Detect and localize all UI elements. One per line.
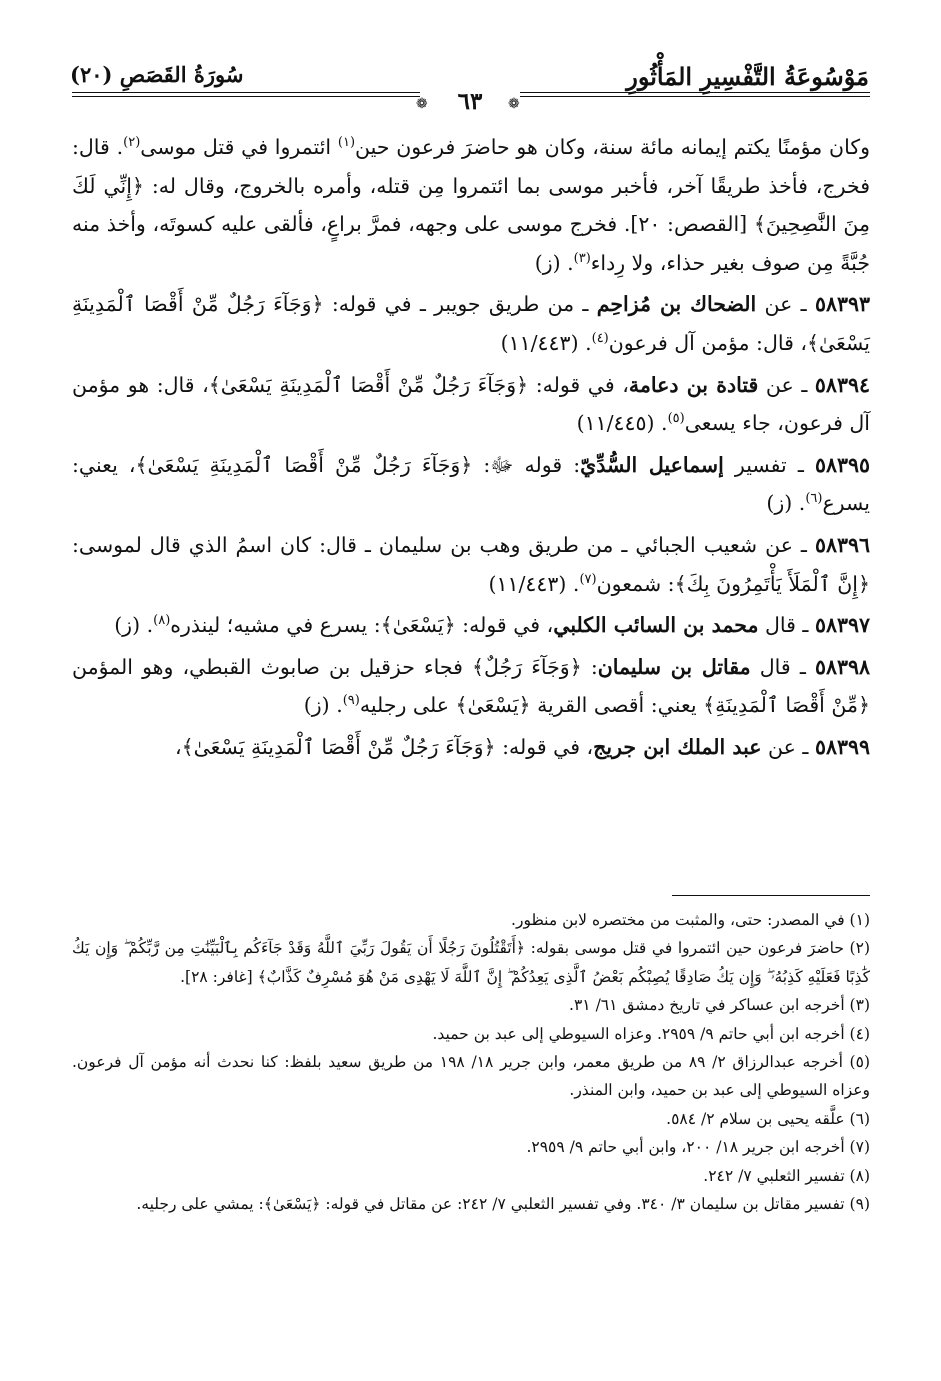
narrator-name: مقاتل بن سليمان: [597, 654, 751, 679]
footnote-ref[interactable]: (٢): [123, 135, 141, 151]
footnote: (٨) تفسير الثعلبي ٧/ ٢٤٢.: [703, 1166, 870, 1185]
narrator-name: عبد الملك ابن جريج: [593, 734, 762, 759]
footnote-ref[interactable]: (٨): [153, 613, 171, 629]
footnote-ref[interactable]: (٤): [591, 331, 609, 347]
footnote: (٤) أخرجه ابن أبي حاتم ٩/ ٢٩٥٩. وعزاه السيوطي إلى عبد بن حميد.: [432, 1024, 870, 1043]
entry-58395: ٥٨٣٩٥ ـ تفسير إسماعيل السُّدِّيّ: قوله ﷻ: ﴿وَجَآءَ رَجُلٌ مِّنْ أَقْصَا ٱلْمَدِينَةِ يَسْعَىٰ﴾، يعني: يسرع$^{(٦)}$. (ز): [72, 452, 870, 516]
main-text: [72, 128, 870, 767]
page-number: ٦٣: [457, 88, 483, 115]
quran-quote: ﴿وَجَآءَ رَجُلٌ مِّنْ أَقْصَا ٱلْمَدِينَةِ يَسْعَىٰ﴾: [135, 452, 473, 477]
footnote: (٥) أخرجه عبدالرزاق ٢/ ٨٩ من طريق معمر، وابن جرير ١٨/ ١٩٨ من طريق سعيد بلفظ: كنا نحدث أنه مؤمن آل فرعون. وعزاه السيوطي إلى عبد بن حميد، وابن المنذر.: [72, 1053, 871, 1100]
entry-58396: ٥٨٣٩٦ ـ عن شعيب الجبائي ـ من طريق وهب بن سليمان ـ قال: كان اسمُ الذي قال لموسى: ﴿إِنَّ ٱلْمَلَأَ يَأْتَمِرُونَ بِكَ﴾: شمعون$^{(٧)}$. (١١/٤٤٣): [72, 532, 870, 596]
entry-number: ٥٨٣٩٨: [814, 654, 870, 679]
entry-number: ٥٨٣٩٤: [814, 372, 870, 397]
quran-quote: ﴿إِنَّ ٱلْمَلَأَ يَأْتَمِرُونَ بِكَ﴾: [674, 571, 870, 596]
footnote: (٣) أخرجه ابن عساكر في تاريخ دمشق ٦١/ ٣١.: [569, 996, 870, 1015]
footnote-ref[interactable]: (٩): [342, 693, 360, 709]
quran-quote: ﴿يَسْعَىٰ﴾: [380, 613, 456, 638]
entry-58397: ٥٨٣٩٧ ـ قال محمد بن السائب الكلبي، في قوله: ﴿يَسْعَىٰ﴾: يسرع في مشيه؛ لينذره$^{(٨)}$. (ز): [114, 613, 870, 638]
entry-number: ٥٨٣٩٦: [814, 532, 870, 557]
quran-quote: ﴿وَجَآءَ رَجُلٌ﴾: [472, 654, 582, 679]
footnote-ref[interactable]: (٥): [667, 411, 685, 427]
entry-58394: ٥٨٣٩٤ ـ عن قتادة بن دعامة، في قوله: ﴿وَجَآءَ رَجُلٌ مِّنْ أَقْصَا ٱلْمَدِينَةِ يَسْعَىٰ﴾، قال: هو مؤمن آل فرعون، جاء يسعى$^{(٥)}$. (١١/٤٤٥): [72, 372, 870, 436]
narrator-name: قتادة بن دعامة: [628, 372, 759, 397]
entry-number: ٥٨٣٩٧: [814, 613, 870, 638]
footnote-ref[interactable]: (٧): [579, 571, 597, 587]
footnote-ref[interactable]: (٣): [573, 250, 591, 266]
entry-number: ٥٨٣٩٥: [814, 452, 870, 477]
quran-quote: ﴿وَجَآءَ رَجُلٌ مِّنْ أَقْصَا ٱلْمَدِينَةِ يَسْعَىٰ﴾: [208, 372, 529, 397]
entry-58399: ٥٨٣٩٩ ـ عن عبد الملك ابن جريج، في قوله: ﴿وَجَآءَ رَجُلٌ مِّنْ أَقْصَا ٱلْمَدِينَةِ يَسْعَىٰ﴾،: [174, 734, 870, 759]
footnote: (١) في المصدر: حتى، والمثبت من مختصره لابن منظور.: [511, 911, 870, 929]
footnote: (٧) أخرجه ابن جرير ١٨/ ٢٠٠، وابن أبي حاتم ٩/ ٢٩٥٩.: [526, 1138, 870, 1157]
quran-quote: ﴿يَسْعَىٰ﴾: [455, 693, 531, 718]
footnote-ref[interactable]: (١): [337, 135, 356, 151]
intro-paragraph: وكان مؤمنًا يكتم إيمانه مائة سنة، وكان هو حاضرَ فرعون حين$^{(١)}$ ائتمروا في قتل موسى$^{(٢)}$. قال: فخرج، فأخذ طريقًا آخر، فأخبر موسى بما ائتمروا مِن قتله، وأمره بالخروج، وقال له: ﴿إِنِّي لَكَ مِنَ النَّٰصِحِينَ﴾ [القصص: ٢٠]. فخرج موسى على وجهه، فمرَّ براعٍ، فألقى عليه كسوتَه، وأخذ منه جُبَّةً مِن صوف بغير حذاء، ولا رِداء$^{(٣)}$. (ز): [72, 135, 870, 275]
quran-quote: ﴿مِّنْ أَقْصَا ٱلْمَدِينَةِ﴾: [703, 693, 870, 718]
footnote: (٩) تفسير مقاتل بن سليمان ٣/ ٣٤٠. وفي تفسير الثعلبي ٧/ ٢٤٢: عن مقاتل في قوله: ﴿يَسْعَىٰ﴾: يمشي على رجليه.: [136, 1195, 870, 1214]
narrator-name: الضحاك بن مُزاحِم: [596, 292, 757, 317]
footnotes: [72, 906, 870, 1218]
quran-quote: ﴿وَجَآءَ رَجُلٌ مِّنْ أَقْصَا ٱلْمَدِينَةِ يَسْعَىٰ﴾: [72, 292, 870, 355]
footnote: (٦) علَّقه يحيى بن سلام ٢/ ٥٨٤.: [666, 1109, 870, 1128]
book-title: مَوْسُوعَةُ التَّفْسِيرِ المَأْثُورِ: [626, 62, 869, 91]
footnote-separator: [672, 895, 870, 896]
entry-number: ٥٨٣٩٣: [814, 292, 870, 317]
narrator-name: إسماعيل السُّدِّيّ: [580, 452, 724, 477]
ornament-icon: ❁: [416, 96, 428, 112]
surah-label: سُورَةُ القَصَصِ (٢٠): [70, 62, 244, 87]
entry-58398: ٥٨٣٩٨ ـ قال مقاتل بن سليمان: ﴿وَجَآءَ رَجُلٌ﴾ فجاء حزقيل بن صابوث القبطي، وهو المؤمن ﴿مِّنْ أَقْصَا ٱلْمَدِينَةِ﴾ يعني: أقصى القرية ﴿يَسْعَىٰ﴾ على رجليه$^{(٩)}$. (ز): [72, 654, 870, 718]
footnote: (٢) حاضرَ فرعون حين ائتمروا في قتل موسى بقوله: ﴿أَتَقْتُلُونَ رَجُلًا أَن يَقُولَ رَبِّيَ ٱللَّهُ وَقَدْ جَآءَكُم بِٱلْبَيِّنَٰتِ مِن رَّبِّكُمْ ۖ وَإِن يَكُ كَٰذِبًا فَعَلَيْهِ كَذِبُهُۥ ۖ وَإِن يَكُ صَادِقًا يُصِبْكُم بَعْضُ ٱلَّذِى يَعِدُكُمْ ۖ إِنَّ ٱللَّهَ لَا يَهْدِى مَنْ هُوَ مُسْرِفٌ كَذَّابٌ﴾ [غافر: ٢٨].: [72, 939, 870, 986]
entry-number: ٥٨٣٩٩: [814, 734, 870, 759]
narrator-name: محمد بن السائب الكلبي: [553, 613, 759, 638]
footnote-ref[interactable]: (٦): [805, 491, 823, 507]
quran-quote: ﴿وَجَآءَ رَجُلٌ مِّنْ أَقْصَا ٱلْمَدِينَةِ يَسْعَىٰ﴾: [181, 734, 496, 759]
quran-quote: ﴿إِنِّي لَكَ مِنَ النَّٰصِحِينَ﴾: [72, 173, 870, 237]
page-number-box: [420, 88, 520, 118]
ornament-icon: ❁: [508, 96, 520, 112]
entry-58393: ٥٨٣٩٣ ـ عن الضحاك بن مُزاحِم ـ من طريق جويبر ـ في قوله: ﴿وَجَآءَ رَجُلٌ مِّنْ أَقْصَا ٱلْمَدِينَةِ يَسْعَىٰ﴾، قال: مؤمن آل فرعون$^{(٤)}$. (١١/٤٤٣): [72, 292, 870, 355]
